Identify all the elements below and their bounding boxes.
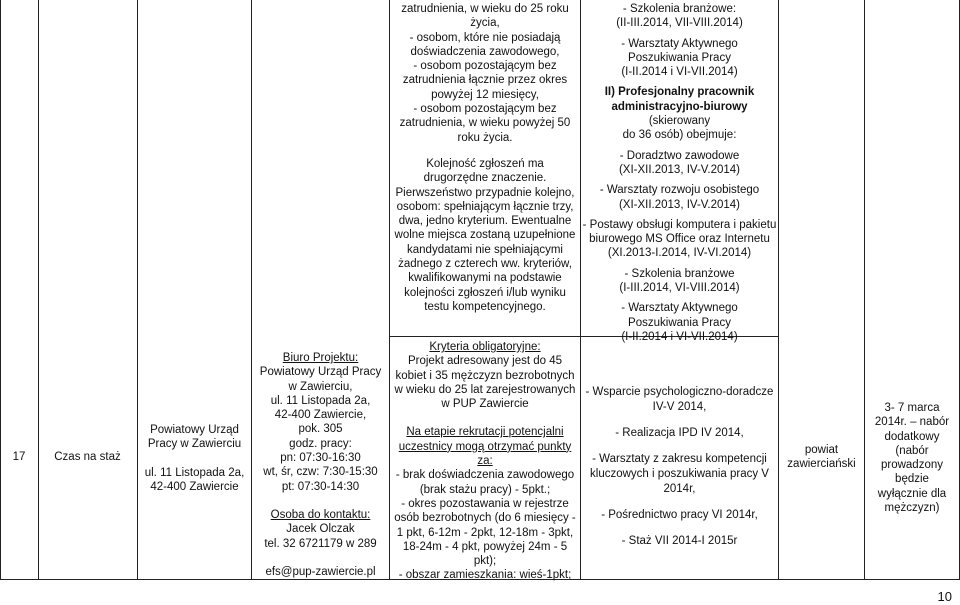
criteria-heading: Kryteria obligatoryjne: xyxy=(429,341,541,353)
criteria-line: - osobom, które nie posiadają xyxy=(409,31,561,44)
forms-line: (XI.2013-I.2014, IV-VI.2014) xyxy=(607,247,752,260)
criteria-line: zatrudnienia, w wieku powyżej 50 xyxy=(399,117,571,130)
order-line: kandydatami nie spełniającymi xyxy=(407,243,563,256)
criteria-line: powyżej 12 miesięcy, xyxy=(431,88,539,101)
criteria-line: kobiet i 35 mężczyzn bezrobotnych xyxy=(395,369,575,382)
criteria-top-cell xyxy=(390,2,580,314)
criteria-line: doświadczenia zawodowego, xyxy=(410,45,560,58)
support-item: - Staż VII 2014-I 2015r xyxy=(621,535,738,547)
forms-line: (XI-XII.2013, IV-V.2014) xyxy=(618,198,741,211)
dates-line: będzie xyxy=(895,473,929,486)
forms-line: (XI-XII.2013, IV-V.2014) xyxy=(618,163,741,176)
points-line: 18-24m - 4 pkt, powyżej 24m - 5 xyxy=(402,540,568,553)
dates-line: dodatkowy xyxy=(884,430,940,443)
dates-line: wyłącznie dla xyxy=(877,487,947,500)
row-number-cell xyxy=(0,450,38,464)
order-line: kolejności zgłoszeń i/lub wyniku xyxy=(404,286,566,299)
points-line: - okres pozostawania w rejestrze xyxy=(401,497,569,510)
office-line: wt, śr, czw: 7:30-15:30 xyxy=(263,466,378,479)
office-line: godz. pracy: xyxy=(289,437,352,450)
criteria-line: życia, xyxy=(470,17,500,30)
area-line: zawierciański xyxy=(787,458,856,471)
support-item: IV-V 2014, xyxy=(652,401,707,413)
order-line: wolne miejsca zostaną uzupełnione xyxy=(394,229,576,242)
beneficiary-cell xyxy=(138,423,251,494)
forms-line: - Doradztwo zawodowe xyxy=(619,149,740,162)
office-heading: Biuro Projektu: xyxy=(282,352,359,364)
forms-line: (I-II.2014 i VI-VII.2014) xyxy=(621,330,738,343)
forms-line: - Szkolenia branżowe xyxy=(624,267,735,280)
forms-heading-bold: II) Profesjonalny pracownik xyxy=(604,86,755,99)
points-heading: za: xyxy=(477,455,493,468)
order-line: Pierwszeństwo przypadnie kolejno, xyxy=(395,186,575,199)
office-line: pt: 07:30-14:30 xyxy=(281,480,360,493)
forms-line: - Warsztaty Aktywnego xyxy=(621,302,738,315)
points-line: - brak doświadczenia zawodowego xyxy=(395,469,575,482)
criteria-line: w wieku do 25 lat zarejestrowanych xyxy=(394,383,576,396)
forms-line: - Szkolenia branżowe: xyxy=(622,3,737,15)
forms-line: Poszukiwania Pracy xyxy=(628,316,731,329)
forms-line: - Postawy obsługi komputera i pakietu xyxy=(582,218,777,231)
order-line: drugorzędne znaczenie. xyxy=(423,172,547,185)
beneficiary-line: 42-400 Zawiercie xyxy=(150,480,239,493)
contact-email[interactable]: efs@pup-zawiercie.pl xyxy=(265,565,376,578)
beneficiary-line: Pracy w Zawierciu xyxy=(147,438,242,451)
contact-name: Jacek Olczak xyxy=(286,523,355,536)
criteria-line: zatrudnienia, w wieku do 25 roku xyxy=(401,3,569,15)
support-item: 2014r, xyxy=(663,483,696,495)
contact-heading: Osoba do kontaktu: xyxy=(270,508,371,521)
order-line: osobom: spełniającym łącznie trzy, xyxy=(396,200,574,213)
criteria-line: roku życia. xyxy=(457,131,513,144)
area-line: powiat xyxy=(804,444,839,456)
order-line: żadnego z czterech ww. kryteriów, xyxy=(398,258,572,271)
dates-line: prowadzony xyxy=(880,459,943,472)
forms-line: do 36 osób) obejmuje: xyxy=(622,129,737,142)
office-cell xyxy=(252,351,389,579)
dates-line: 3- 7 marca xyxy=(884,402,940,414)
forms-top-cell xyxy=(581,2,778,344)
forms-line: (I-II.2014 i VI-VII.2014) xyxy=(621,66,738,79)
criteria-line: zatrudnienia łącznie przez okres xyxy=(402,74,568,87)
forms-heading-line xyxy=(581,100,778,129)
support-item: - Warsztaty z zakresu kompetencji xyxy=(592,453,767,465)
office-line: ul. 11 Listopada 2a, xyxy=(270,394,371,407)
office-line: pn: 07:30-16:30 xyxy=(280,452,361,465)
dates-line: 2014r. – nabór xyxy=(874,416,950,429)
contact-phone: tel. 32 6721179 w 289 xyxy=(264,537,377,550)
dates-line: mężczyzn) xyxy=(884,502,940,515)
office-line: pok. 305 xyxy=(298,423,343,436)
beneficiary-line: Powiatowy Urząd xyxy=(150,424,239,436)
support-item: - Realizacja IPD IV 2014, xyxy=(615,427,744,439)
dates-cell xyxy=(865,401,959,515)
forms-line: Poszukiwania Pracy xyxy=(628,51,731,64)
forms-heading-rest: (skierowany xyxy=(648,115,711,128)
points-heading: Na etapie rekrutacji potencjalni xyxy=(406,426,564,439)
forms-line: (II-III.2014, VII-VIII.2014) xyxy=(616,17,743,30)
order-line: testu kompetencyjnego. xyxy=(424,300,546,313)
row-number-text: 17 xyxy=(12,451,26,463)
criteria-line: w PUP Zawiercie xyxy=(441,398,529,411)
forms-line: - Warsztaty rozwoju osobistego xyxy=(599,184,760,197)
criteria-line: Projekt adresowany jest do 45 xyxy=(407,355,563,368)
points-heading: uczestnicy mogą otrzymać punkty xyxy=(398,440,572,453)
project-name: Czas na staż xyxy=(54,451,121,463)
criteria-bottom-cell xyxy=(390,340,580,583)
forms-line: biurowego MS Office oraz Internetu xyxy=(589,233,770,246)
support-item: - Wsparcie psychologiczno-doradcze xyxy=(585,386,774,398)
project-name-cell xyxy=(38,450,137,464)
points-line: osób bezrobotnych (do 6 miesięcy - xyxy=(394,512,576,525)
beneficiary-line: ul. 11 Listopada 2a, xyxy=(144,466,245,479)
points-line: 1 pkt, 6-12m - 2pkt, 12-18m - 3pkt, xyxy=(396,526,574,539)
order-line: dwa, jedno kryterium. Ewentualne xyxy=(398,215,572,228)
forms-heading xyxy=(581,85,778,99)
forms-line: (I-III.2014, VI-VIII.2014) xyxy=(619,282,740,295)
order-line: Kolejność zgłoszeń ma xyxy=(426,157,544,170)
forms-line: - Warsztaty Aktywnego xyxy=(621,37,738,50)
dates-line: (nabór xyxy=(895,444,929,457)
forms-bottom-cell xyxy=(581,385,778,549)
forms-heading-bold: administracyjno-biurowy xyxy=(611,100,748,113)
office-line: Powiatowy Urząd Pracy xyxy=(259,366,382,379)
page-number: 10 xyxy=(937,589,952,604)
criteria-line: - osobom pozostającym bez xyxy=(413,60,557,73)
office-line: w Zawierciu, xyxy=(288,380,353,393)
points-line: pkt); xyxy=(473,555,497,568)
order-line: kwalifikowanymi na podstawie xyxy=(408,272,562,285)
area-cell xyxy=(779,443,864,472)
support-item: - Pośrednictwo pracy VI 2014r, xyxy=(601,509,758,521)
criteria-line: - osobom pozostającym bez xyxy=(413,103,557,116)
support-item: kluczowych i poszukiwania pracy V xyxy=(590,468,769,480)
points-line: - obszar zamieszkania: wieś-1pkt; xyxy=(398,569,572,582)
points-line: (brak stażu pracy) - 5pkt.; xyxy=(419,483,551,496)
office-line: 42-400 Zawiercie, xyxy=(274,409,367,422)
